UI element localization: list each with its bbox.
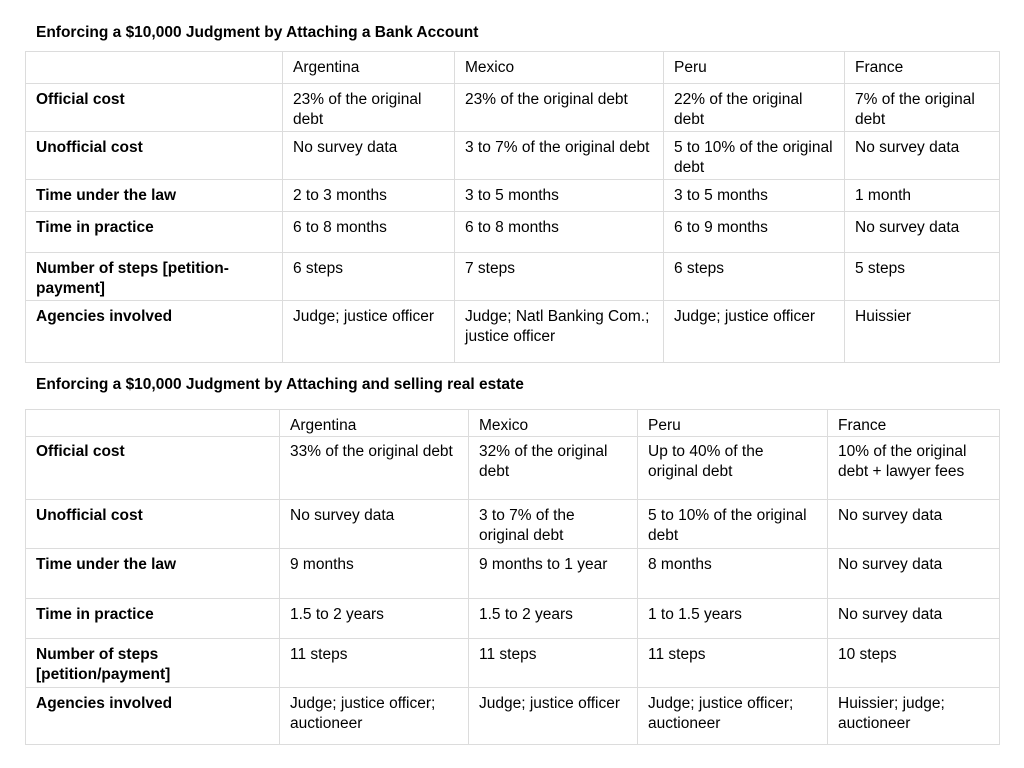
row-label: Number of steps [petition-payment] (26, 253, 283, 301)
row-label: Agencies involved (26, 688, 280, 745)
table-cell: Up to 40% of the original debt (638, 437, 828, 500)
table-cell: Judge; justice officer; auctioneer (280, 688, 469, 745)
table-cell: 1 to 1.5 years (638, 599, 828, 639)
header-cell-mexico: Mexico (455, 52, 664, 84)
header-cell-france: France (828, 410, 1000, 437)
table-cell: Judge; Natl Banking Com.; justice officer (455, 301, 664, 363)
table-cell: 6 to 8 months (455, 212, 664, 253)
table-cell: Huissier; judge; auctioneer (828, 688, 1000, 745)
table-cell: 9 months to 1 year (469, 549, 638, 599)
row-label: Unofficial cost (26, 132, 283, 180)
table-cell: 1.5 to 2 years (469, 599, 638, 639)
table-cell: 23% of the original debt (283, 84, 455, 132)
table-cell: 11 steps (638, 639, 828, 688)
row-label: Time under the law (26, 180, 283, 212)
table-cell: 9 months (280, 549, 469, 599)
table-cell: 3 to 7% of the original debt (455, 132, 664, 180)
row-label: Time in practice (26, 212, 283, 253)
table-cell: Judge; justice officer; auctioneer (638, 688, 828, 745)
table-cell: 23% of the original debt (455, 84, 664, 132)
table-header-row (26, 410, 1000, 437)
table-row-number-of-steps (26, 639, 1000, 688)
table-cell: No survey data (845, 132, 1000, 180)
table-row-number-of-steps (26, 253, 1000, 301)
table-header-row (26, 52, 1000, 84)
row-label: Time in practice (26, 599, 280, 639)
table-cell: 7% of the original debt (845, 84, 1000, 132)
table-cell: 10% of the original debt + lawyer fees (828, 437, 1000, 500)
table-cell: 5 to 10% of the original debt (664, 132, 845, 180)
table-row-agencies-involved (26, 688, 1000, 745)
table-cell: Huissier (845, 301, 1000, 363)
header-cell-peru: Peru (664, 52, 845, 84)
row-label: Time under the law (26, 549, 280, 599)
table-row-time-in-practice (26, 599, 1000, 639)
table-cell: No survey data (828, 500, 1000, 549)
header-cell-mexico: Mexico (469, 410, 638, 437)
table-cell: 3 to 5 months (455, 180, 664, 212)
header-cell-argentina: Argentina (283, 52, 455, 84)
table-row-time-under-law (26, 180, 1000, 212)
table-cell: 3 to 5 months (664, 180, 845, 212)
table-cell: Judge; justice officer (283, 301, 455, 363)
header-cell-france: France (845, 52, 1000, 84)
table-cell: 2 to 3 months (283, 180, 455, 212)
real-estate-enforcement-table (25, 409, 1000, 745)
section-title-bank-account: Enforcing a $10,000 Judgment by Attaching a Bank Account (36, 24, 479, 41)
table-cell: No survey data (845, 212, 1000, 253)
table-cell: 6 to 8 months (283, 212, 455, 253)
row-label: Agencies involved (26, 301, 283, 363)
row-label: Unofficial cost (26, 500, 280, 549)
row-label: Official cost (26, 84, 283, 132)
table-cell: No survey data (828, 599, 1000, 639)
header-cell-argentina: Argentina (280, 410, 469, 437)
bank-account-enforcement-table (25, 51, 1000, 363)
row-label: Number of steps [petition/payment] (26, 639, 280, 688)
table-row-unofficial-cost (26, 132, 1000, 180)
table-cell: 32% of the original debt (469, 437, 638, 500)
table-row-unofficial-cost (26, 500, 1000, 549)
table-row-official-cost (26, 437, 1000, 500)
table-cell: 22% of the original debt (664, 84, 845, 132)
table-cell: 1.5 to 2 years (280, 599, 469, 639)
table-cell: Judge; justice officer (664, 301, 845, 363)
header-cell-empty (26, 52, 283, 84)
table-cell: 10 steps (828, 639, 1000, 688)
table-cell: 6 steps (664, 253, 845, 301)
header-cell-peru: Peru (638, 410, 828, 437)
table-cell: 3 to 7% of the original debt (469, 500, 638, 549)
row-label: Official cost (26, 437, 280, 500)
table-row-time-under-law (26, 549, 1000, 599)
table-cell: 11 steps (469, 639, 638, 688)
table-cell: 5 steps (845, 253, 1000, 301)
table-cell: 6 to 9 months (664, 212, 845, 253)
table-cell: 8 months (638, 549, 828, 599)
table-cell: No survey data (280, 500, 469, 549)
table-cell: 1 month (845, 180, 1000, 212)
table-cell: Judge; justice officer (469, 688, 638, 745)
table-row-agencies-involved (26, 301, 1000, 363)
section-title-real-estate: Enforcing a $10,000 Judgment by Attaching and selling real estate (36, 376, 524, 393)
table-row-time-in-practice (26, 212, 1000, 253)
table-cell: 7 steps (455, 253, 664, 301)
table-row-official-cost (26, 84, 1000, 132)
table-cell: 11 steps (280, 639, 469, 688)
table-cell: No survey data (283, 132, 455, 180)
table-cell: No survey data (828, 549, 1000, 599)
header-cell-empty (26, 410, 280, 437)
table-cell: 33% of the original debt (280, 437, 469, 500)
table-cell: 5 to 10% of the original debt (638, 500, 828, 549)
table-cell: 6 steps (283, 253, 455, 301)
